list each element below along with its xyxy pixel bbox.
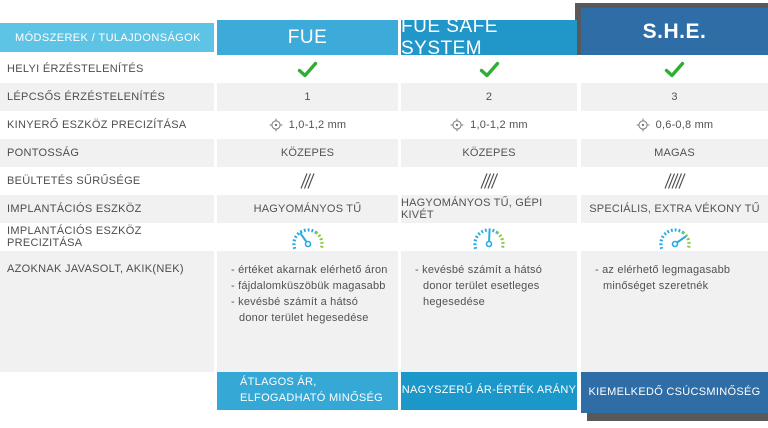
row-label-text: LÉPCSŐS ÉRZÉSTELENÍTÉS [7, 91, 166, 103]
gauge-icon [656, 224, 694, 251]
cell-value-text: 2 [485, 91, 493, 103]
cell-gauge [401, 223, 577, 251]
cell-value-text: HAGYOMÁNYOS TŰ [253, 203, 362, 215]
cell-value-text: 0,6-0,8 mm [655, 119, 714, 131]
target-icon [269, 118, 283, 132]
footer-text [402, 383, 576, 399]
footer-line: KIEMELKEDŐ CSÚCSMINŐSÉG [588, 385, 761, 398]
cell-text [217, 195, 398, 223]
column-header-fue-safe-system-label: FUE SAFE SYSTEM [401, 15, 498, 59]
target-value [450, 118, 528, 132]
cell-value-text: SPECIÁLIS, EXTRA VÉKONY TŰ [589, 203, 760, 215]
target-value [269, 118, 347, 132]
cell-value-text: 1 [304, 91, 311, 103]
list-item: - kevésbé számít a hátsó donor terület hegesedése [231, 295, 369, 324]
cell-text [401, 83, 577, 111]
row-label [0, 55, 214, 83]
cell-value-text: 1,0-1,2 mm [288, 119, 347, 131]
cell-strands [217, 167, 398, 195]
corner-header-label: MÓDSZEREK / TULAJDONSÁGOK [15, 31, 201, 44]
footer-fue [217, 372, 398, 410]
density-strokes-icon [663, 172, 687, 190]
row-label-text: AZOKNAK JAVASOLT, AKIK(NEK) [7, 263, 184, 275]
gauge-icon [289, 224, 327, 251]
target-icon [450, 118, 464, 132]
footer-line: ÁTLAGOS ÁR, [240, 376, 317, 389]
cell-value-text: 1,0-1,2 mm [470, 119, 528, 131]
row-label [0, 167, 214, 195]
row-label-text: IMPLANTÁCIÓS ESZKÖZ [7, 203, 142, 215]
cell-text [401, 195, 577, 223]
cell-target [581, 111, 768, 139]
check-icon [664, 61, 685, 78]
row-label-text: KINYERŐ ESZKÖZ PRECIZÍTÁSA [7, 119, 187, 131]
row-label [0, 251, 214, 372]
footer-she [581, 372, 768, 413]
footer-line: ELFOGADHATÓ MINŐSÉG [240, 392, 384, 404]
cell-check [581, 55, 768, 83]
footer-line: NAGYSZERŰ ÁR-ÉRTÉK ARÁNY [401, 384, 577, 397]
list-item: - kevésbé számít a hátsó donor terület esetleges hegesedése [415, 264, 543, 308]
footer-text [589, 385, 761, 401]
footer-fue-safe-system [401, 372, 577, 410]
check-icon [297, 61, 318, 78]
cell-list [401, 251, 577, 372]
suggested-for-list [231, 263, 388, 327]
row-label-text: IMPLANTÁCIÓS ESZKÖZ PRECIZITÁSA [7, 225, 142, 249]
suggested-for-list [415, 263, 567, 311]
suggested-for-list [595, 263, 758, 295]
row-label [0, 223, 214, 251]
row-label [0, 83, 214, 111]
cell-text [581, 139, 768, 167]
cell-value-text: KÖZEPES [462, 147, 516, 159]
row-label [0, 195, 214, 223]
target-value [636, 118, 714, 132]
column-header-fue-label: FUE [287, 26, 328, 48]
cell-value-text: MAGAS [654, 147, 695, 159]
check-icon [479, 61, 500, 78]
cell-text [401, 139, 577, 167]
row-label-text: HELYI ÉRZÉSTELENÍTÉS [7, 63, 144, 75]
cell-text [217, 139, 398, 167]
footer-text [240, 375, 383, 407]
cell-text [581, 195, 768, 223]
cell-strands [581, 167, 768, 195]
cell-check [217, 55, 398, 83]
cell-text [217, 83, 398, 111]
cell-list [217, 251, 398, 372]
cell-target [401, 111, 577, 139]
row-label-text: BEÜLTETÉS SŰRŰSÉGE [7, 175, 141, 187]
density-strokes-icon [479, 172, 500, 190]
list-item: - értéket akarnak elérhető áron [231, 264, 388, 276]
cell-check [401, 55, 577, 83]
cell-value-text: 3 [671, 91, 678, 103]
gauge-icon [470, 224, 508, 251]
cell-gauge [581, 223, 768, 251]
cell-list [581, 251, 768, 372]
density-strokes-icon [299, 172, 316, 190]
list-item: - fájdalomküszöbük magasabb [231, 279, 386, 292]
row-label [0, 139, 214, 167]
cell-value-text: KÖZEPES [280, 147, 335, 159]
cell-value-text: HAGYOMÁNYOS TŰ, GÉPI KIVÉT [401, 197, 543, 221]
column-header-she-label: S.H.E. [642, 19, 707, 43]
row-label [0, 111, 214, 139]
cell-text [581, 83, 768, 111]
target-icon [636, 118, 650, 132]
row-label-text: PONTOSSÁG [7, 147, 80, 159]
list-item: - az elérhető legmagasabb minőséget szeretnék [595, 264, 731, 292]
cell-target [217, 111, 398, 139]
cell-gauge [217, 223, 398, 251]
cell-strands [401, 167, 577, 195]
